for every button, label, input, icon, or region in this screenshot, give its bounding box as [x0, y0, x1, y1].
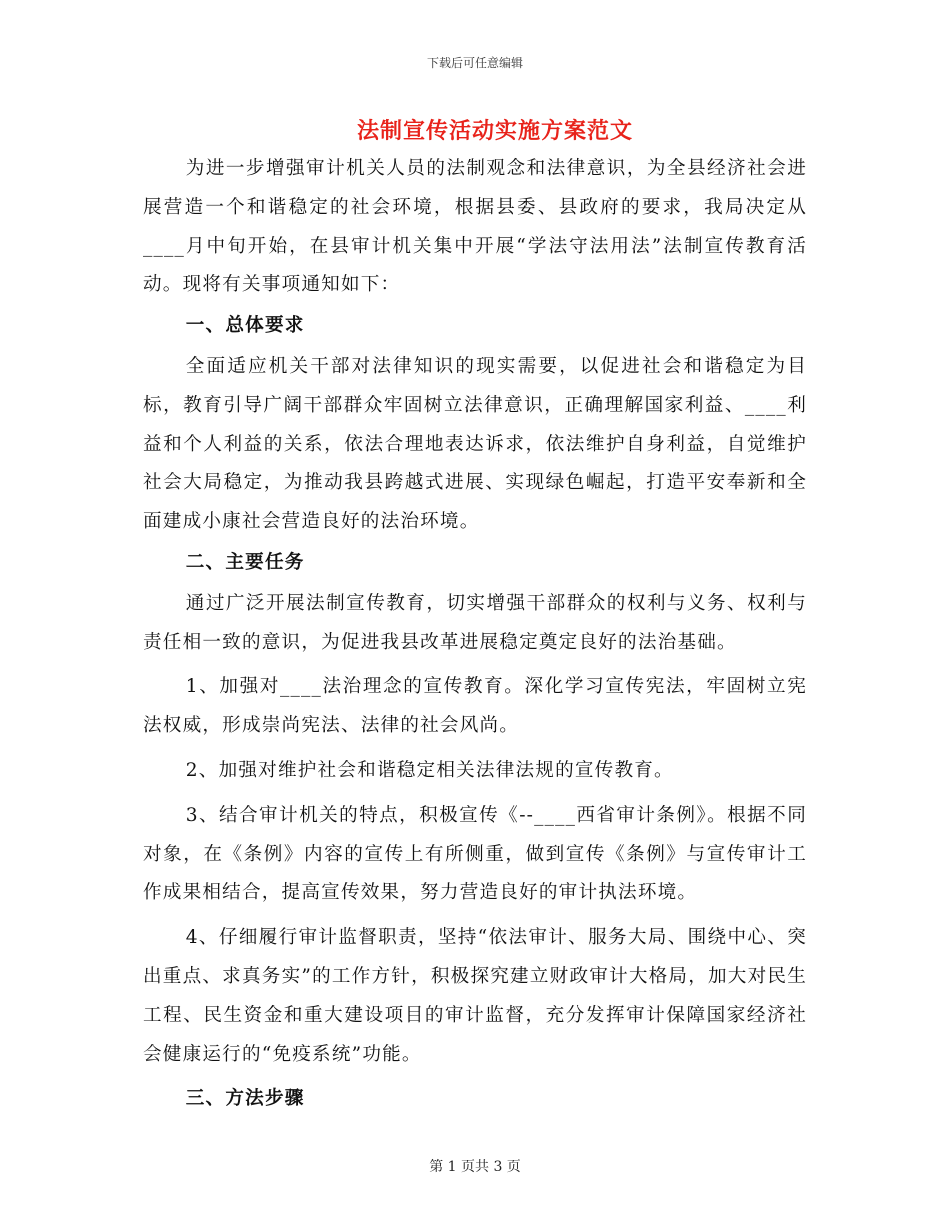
section-heading-method-steps: 三、方法步骤	[185, 1088, 305, 1110]
main-tasks-paragraph: 通过广泛开展法制宣传教育，切实增强干部群众的权利与义务、权利与责任相一致的意识，为促进我县改革进展稳定奠定良好的法治基础。	[143, 592, 807, 653]
document-title: 法制宣传活动实施方案范文	[356, 118, 633, 144]
section-heading-main-tasks: 二、主要任务	[185, 551, 305, 573]
task-item-1: 1、加强对____法治理念的宣传教育。深化学习宣传宪法，牢固树立宪法权威，形成崇尚宪法、法律的社会风尚。	[143, 676, 807, 737]
intro-paragraph: 为进一步增强审计机关人员的法制观念和法律意识，为全县经济社会进展营造一个和谐稳定的社会环境，根据县委、县政府的要求，我局决定从____月中旬开始，在县审计机关集中开展“学法守法用法”法制宣传教育活动。现将有关事项通知如下：	[143, 158, 807, 296]
section-heading-general-requirements: 一、总体要求	[185, 315, 305, 337]
general-requirements-paragraph: 全面适应机关干部对法律知识的现实需要，以促进社会和谐稳定为目标，教育引导广阔干部群众牢固树立法律意识，正确理解国家利益、____利益和个人利益的关系，依法合理地表达诉求，依法维护自身利益，自觉维护社会大局稳定，为推动我县跨越式进展、实现绿色崛起，打造平安奉新和全面建成小康社会营造良好的法治环境。	[143, 355, 807, 533]
header-note: 下载后可任意编辑	[426, 56, 523, 70]
task-item-3: 3、结合审计机关的特点，积极宣传《--____西省审计条例》。根据不同对象，在《条例》内容的宣传上有所侧重，做到宣传《条例》与宣传审计工作成果相结合，提高宣传效果，努力营造良好的审计执法环境。	[143, 804, 807, 904]
task-item-4: 4、仔细履行审计监督职责，坚持“依法审计、服务大局、围绕中心、突出重点、求真务实”的工作方针，积极探究建立财政审计大格局，加大对民生工程、民生资金和重大建设项目的审计监督，充分发挥审计保障国家经济社会健康运行的“免疫系统”功能。	[143, 927, 807, 1065]
document-body	[143, 150, 807, 1121]
task-item-2: 2、加强对维护社会和谐稳定相关法律法规的宣传教育。	[185, 759, 674, 781]
page-number: 第 1 页共 3 页	[429, 1159, 521, 1175]
